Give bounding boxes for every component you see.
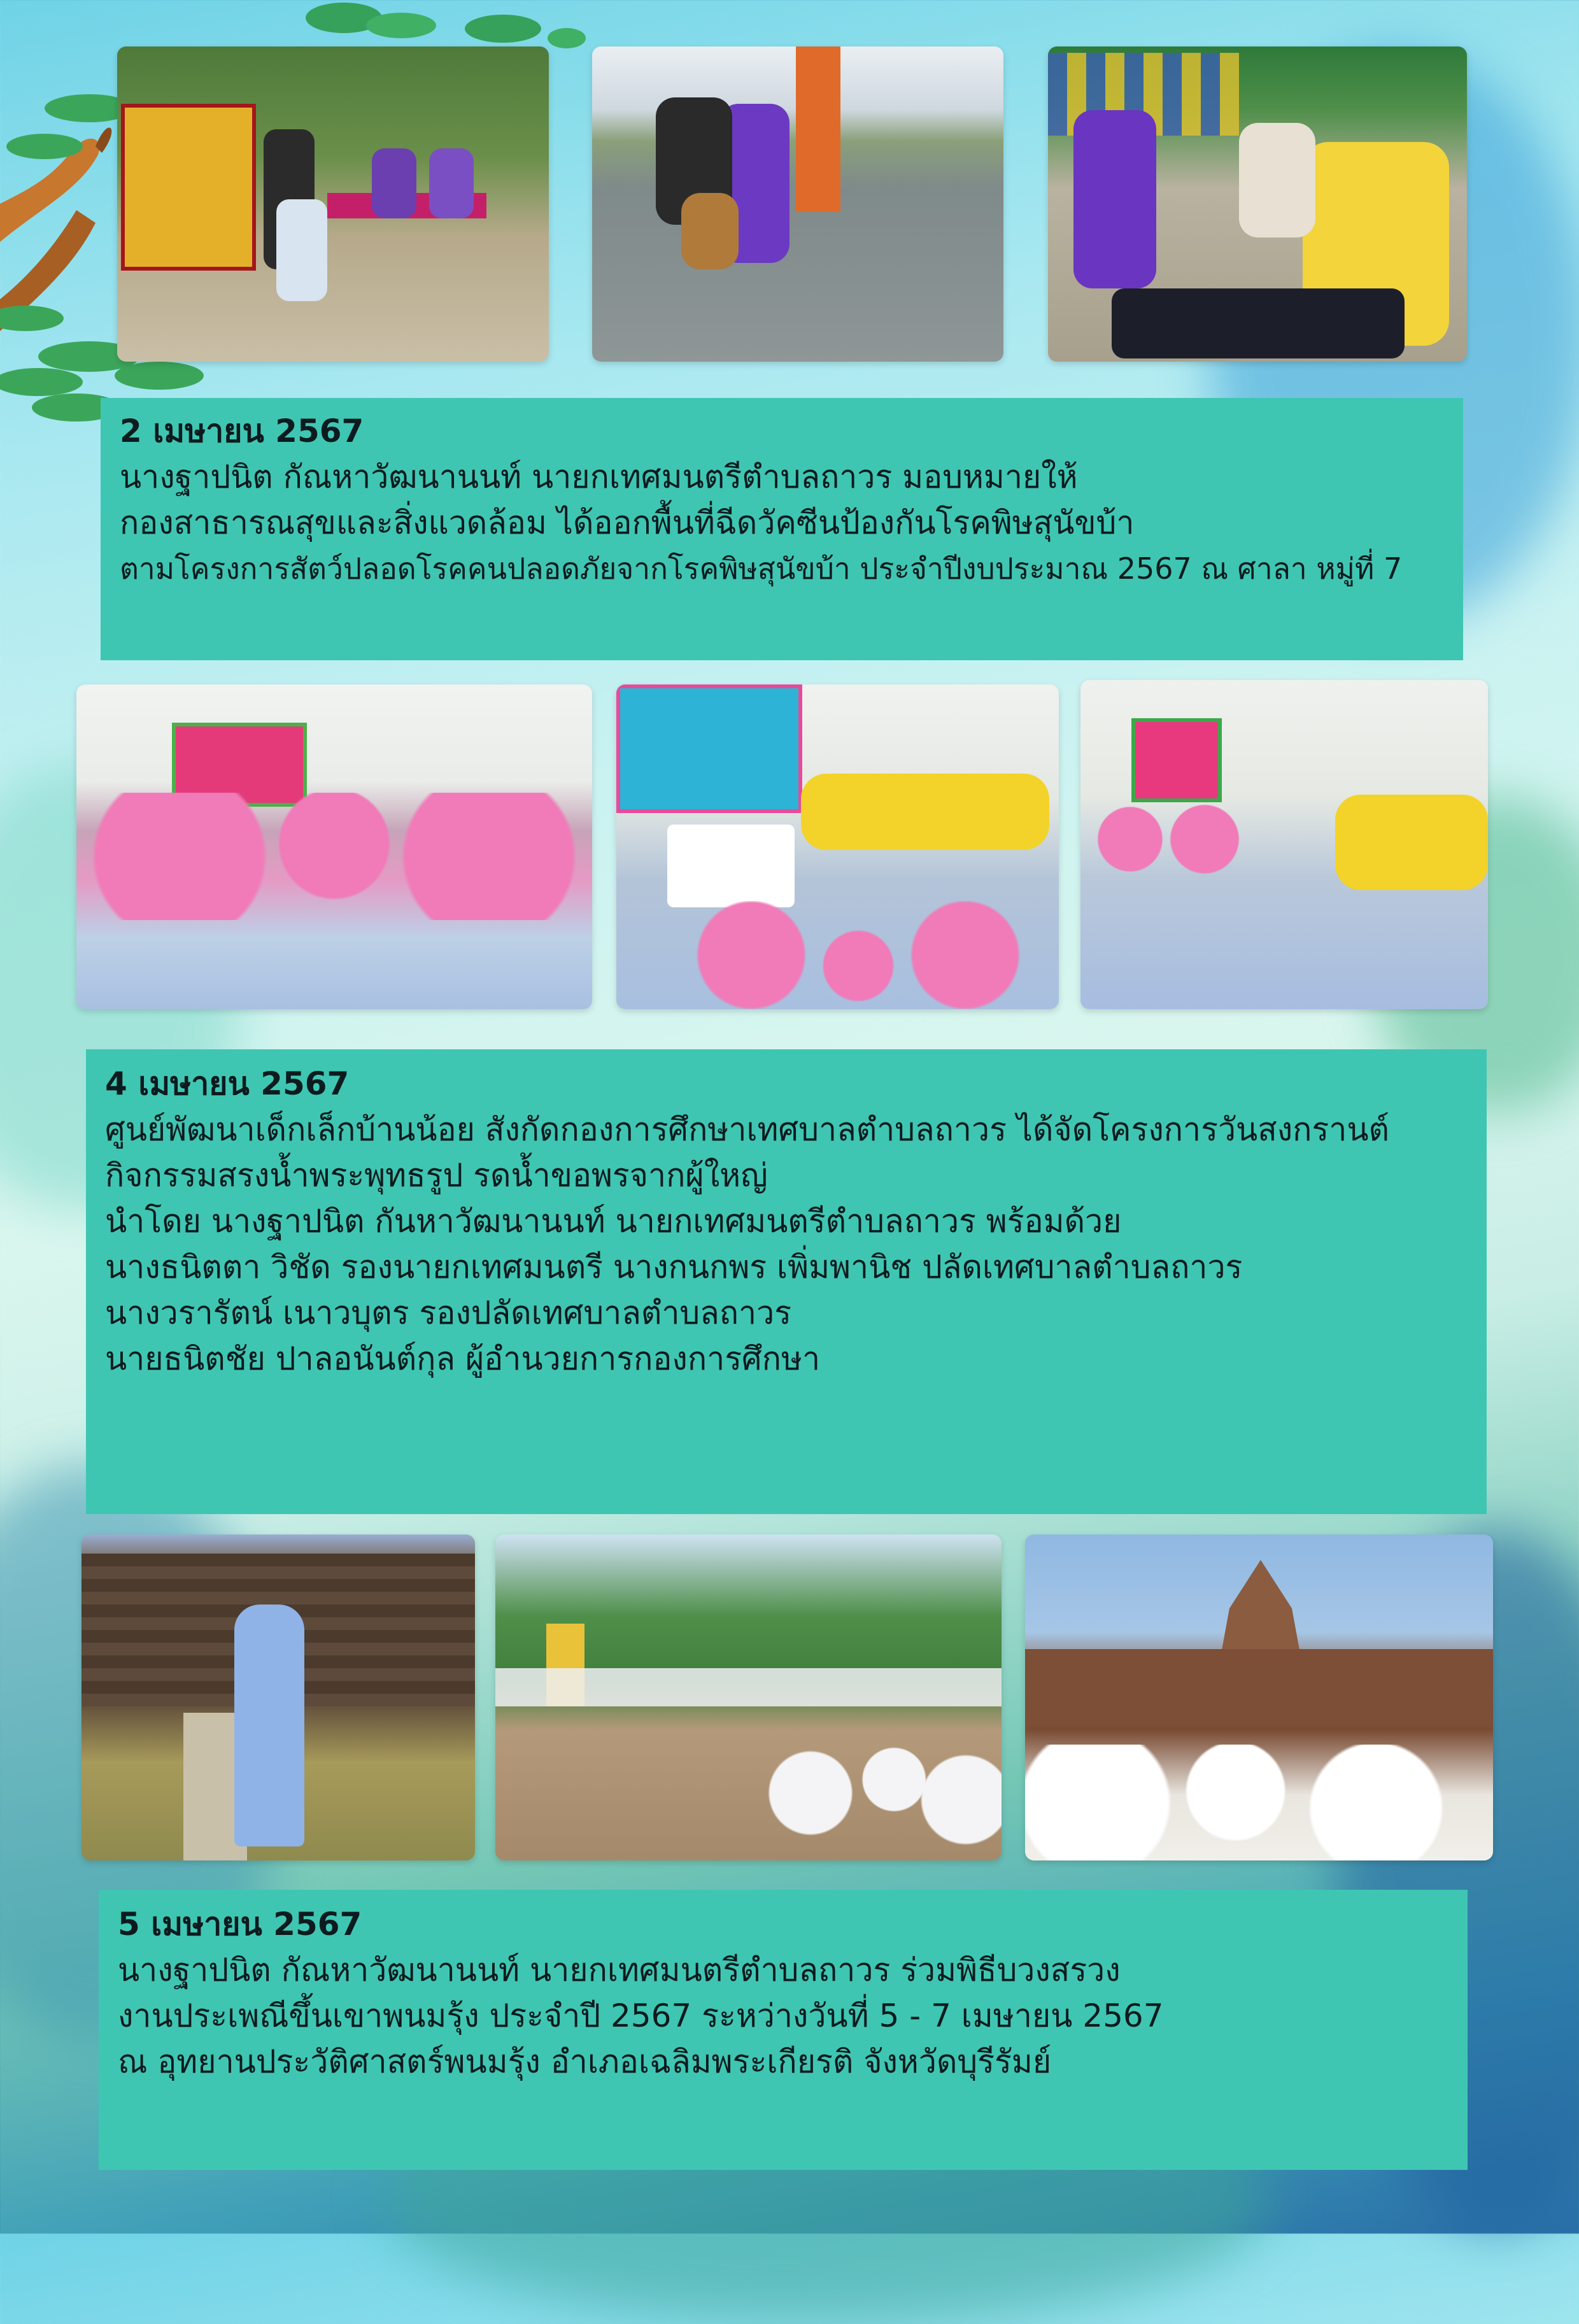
pine-leaf-decoration [299,0,592,51]
section-2-date: 4 เมษายน 2567 [105,1065,350,1102]
section-1-line-3: ตามโครงการสัตว์ปลอดโรคคนปลอดภัยจากโรคพิษสุนัขบ้า ประจำปีงบประมาณ 2567 ณ ศาลา หมู่ที่ 7 [120,551,1403,586]
section-2-line-3: นำโดย นางฐาปนิต กันหาวัฒนานนท์ นายกเทศมนตรีตำบลถาวร พร้อมด้วย [105,1203,1122,1240]
dog-on-motorbike-photo [1048,46,1467,362]
section-2-textbox [86,1049,1487,1514]
section-2-line-5: นางวรารัตน์ เนาวบุตร รองปลัดเทศบาลตำบลถาวร [105,1294,792,1331]
section-2-line-4: นางธนิตตา วิชัด รองนายกเทศมนตรี นางกนกพร เพิ่มพานิช ปลัดเทศบาลตำบลถาวร [105,1249,1243,1286]
dog-vaccination-photo [592,46,1003,362]
section-3-line-2: งานประเพณีขึ้นเขาพนมรุ้ง ประจำปี 2567 ระหว่างวันที่ 5 - 7 เมษายน 2567 [118,1997,1164,2034]
section-2-line-1: ศูนย์พัฒนาเด็กเล็กบ้านน้อย สังกัดกองการศึกษาเทศบาลตำบลถาวร ได้จัดโครงการวันสงกรานต์ [105,1111,1390,1148]
children-group-photo [76,684,592,1009]
section-3-line-3: ณ อุทยานประวัติศาสตร์พนมรุ้ง อำเภอเฉลิมพระเกียรติ จังหวัดบุรีรัมย์ [118,2043,1052,2080]
section-2-line-2: กิจกรรมสรงน้ำพระพุทธรูป รดน้ำขอพรจากผู้ใหญ่ [105,1157,768,1194]
ceremony-field-photo [495,1534,1002,1860]
section-1-date: 2 เมษายน 2567 [120,413,364,450]
section-3-date: 5 เมษายน 2567 [118,1906,362,1943]
temple-ruins-portrait-photo [81,1534,475,1860]
section-3-textbox [99,1890,1468,2170]
section-3-line-1: นางฐาปนิต กัณหาวัฒนานนท์ นายกเทศมนตรีตำบลถาวร ร่วมพิธีบวงสรวง [118,1952,1121,1988]
section-1-line-2: กองสาธารณสุขและสิ่งแวดล้อม ได้ออกพื้นที่ฉีดวัคซีนป้องกันโรคพิษสุนัขบ้า [120,504,1135,541]
blessing-children-photo [1080,680,1488,1009]
songkran-ceremony-photo [616,684,1059,1009]
vaccine-booth-photo [117,46,549,362]
section-1-line-1: นางฐาปนิต กัณหาวัฒนานนท์ นายกเทศมนตรีตำบลถาวร มอบหมายให้ [120,458,1078,495]
section-2-line-6: นายธนิตชัย ปาลอนันต์กุล ผู้อำนวยการกองการศึกษา [105,1340,821,1377]
section-1-textbox [101,398,1463,660]
phanom-rung-temple-photo [1025,1534,1493,1860]
